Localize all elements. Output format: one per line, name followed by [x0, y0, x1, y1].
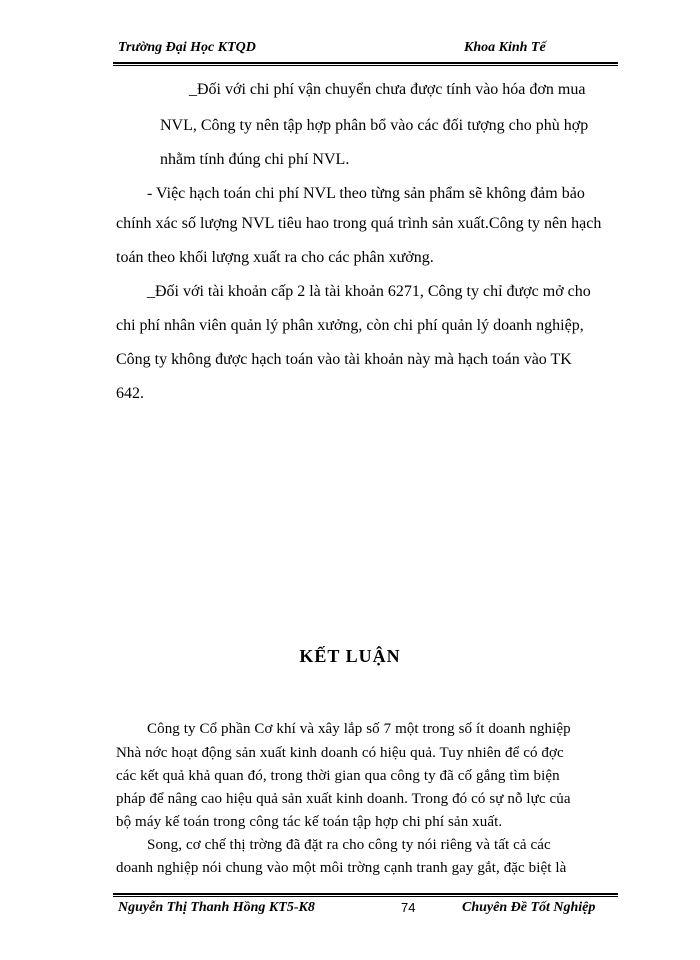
para2-line1: - Việc hạch toán chi phí NVL theo từng sản phẩm sẽ không đảm bảo	[147, 185, 585, 202]
conclusion-line6: Song, cơ chế thị trờng đã đặt ra cho công ty nói riêng và tất cả các	[147, 837, 551, 853]
header-rule	[113, 62, 618, 64]
footer-rule	[113, 893, 618, 895]
header-school: Trường Đại Học KTQD	[118, 40, 256, 55]
para1-line1: _Đối với chi phí vận chuyển chưa được tính vào hóa đơn mua	[189, 81, 586, 98]
para3-line4: 642.	[116, 385, 144, 402]
conclusion-line5: bộ máy kế toán trong công tác kế toán tập hợp chi phí sản xuất.	[116, 814, 503, 830]
para3-line2: chi phí nhân viên quản lý phân xưởng, còn chi phí quản lý doanh nghiệp,	[116, 317, 584, 334]
conclusion-line4: pháp để nâng cao hiệu quả sản xuất kinh doanh. Trong đó có sự nỗ lực của	[116, 791, 571, 807]
page-number: 74	[401, 900, 416, 915]
para2-line2: chính xác số lượng NVL tiêu hao trong quá trình sản xuất.Công ty nên hạch	[116, 215, 602, 232]
footer-title: Chuyên Đề Tốt Nghiệp	[462, 900, 596, 915]
para3-line3: Công ty không được hạch toán vào tài khoản này mà hạch toán vào TK	[116, 351, 572, 368]
para1-line3: nhằm tính đúng chi phí NVL.	[160, 151, 350, 168]
header-faculty: Khoa Kinh Tế	[464, 40, 546, 55]
conclusion-line1: Công ty Cổ phần Cơ khí và xây lắp số 7 một trong số ít doanh nghiệp	[147, 721, 571, 737]
para3-line1: _Đối với tài khoản cấp 2 là tài khoản 6271, Công ty chỉ được mở cho	[147, 283, 591, 300]
footer-rule-thin	[113, 896, 618, 897]
conclusion-line7: doanh nghiệp nói chung vào một môi trờng cạnh tranh gay gắt, đặc biệt là	[116, 860, 567, 876]
conclusion-title: KẾT LUẬN	[299, 646, 401, 666]
header-rule-thin	[113, 65, 618, 66]
conclusion-line3: các kết quả khả quan đó, trong thời gian qua công ty đã cố gắng tìm biện	[116, 768, 560, 784]
para2-line3: toán theo khối lượng xuất ra cho các phân xưởng.	[116, 249, 434, 266]
conclusion-line2: Nhà nớc hoạt động sản xuất kinh doanh có hiệu quả. Tuy nhiên để có đợc	[116, 745, 564, 761]
footer-author: Nguyễn Thị Thanh Hồng KT5-K8	[118, 900, 315, 915]
para1-line2: NVL, Công ty nên tập hợp phân bổ vào các đối tượng cho phù hợp	[160, 117, 589, 134]
